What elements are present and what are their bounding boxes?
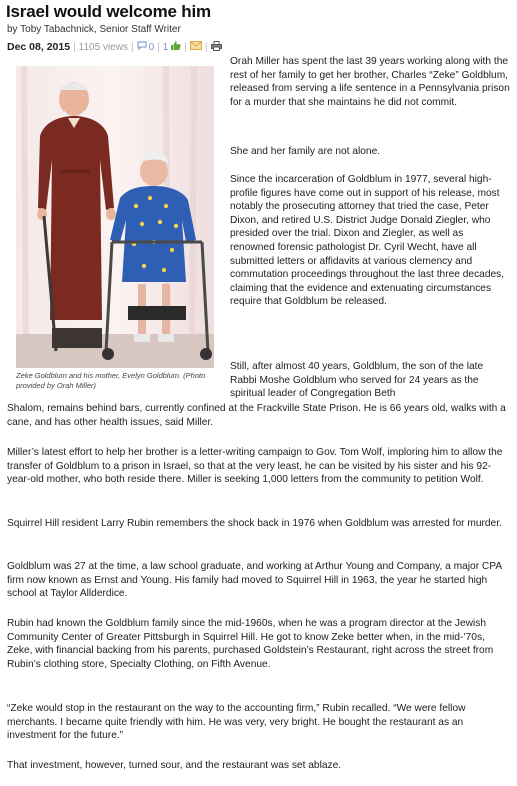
article-date: Dec 08, 2015 — [7, 41, 71, 53]
print-icon[interactable] — [211, 41, 222, 54]
article-byline: by Toby Tabachnick, Senior Staff Writer — [7, 24, 181, 35]
paragraph-7: Goldblum was 27 at the time, a law school graduate, and working at Arthur Young and Company, a major CPA firm now known as Ernst and Young. His family had moved to Squirrel Hill in 1963, the year he started high school at Taylor Allderdice. — [7, 561, 502, 600]
article-meta-bar: Dec 08, 2015 | 1105 views | 0 | 1 | | — [7, 40, 222, 54]
paragraph-4-start: Still, after almost 40 years, Goldblum, the son of the late Rabbi Moshe Goldblum who served for 24 years as the spiritual leader of Congregation Beth — [230, 361, 484, 400]
paragraph-6: Squirrel Hill resident Larry Rubin remembers the shock back in 1976 when Goldblum was arrested for murder. — [7, 518, 502, 529]
paragraph-2: She and her family are not alone. — [230, 146, 381, 157]
view-count: 1105 views — [78, 41, 128, 53]
paragraph-9: “Zeke would stop in the restaurant on the way to the accounting firm,” Rubin recalled. “We were fellow merchants. I became quite friendly with him. He was very, very bright. He bought the restaurant as an investment for the future.” — [7, 703, 466, 742]
paragraph-1: Orah Miller has spent the last 39 years working along with the rest of her family to get her brother, Charles “Zeke” Goldblum, released from serving a life sentence in a Pennsylvania prison for a murder that she maintains he did not commit. — [230, 56, 510, 108]
thumbs-up-icon[interactable] — [170, 40, 181, 54]
paragraph-4-continued: Shalom, remains behind bars, currently confined at the Frackville State Prison. He is 66 years old, walks with a cane, and has other health issues, said Miller. — [7, 403, 506, 428]
article-photo — [16, 66, 214, 368]
paragraph-3: Since the incarceration of Goldblum in 1977, several high-profile figures have come out in support of his release, most notably the prosecuting attorney that tried the case, Peter Dixon, and retired U.S. District Judge Donald Ziegler, who presided over the trial. Dixon and Ziegler, as well as renowned forensic pathologist Dr. Cyril Wecht, have all submitted letters or affidavits at various clemency and commutation proceedings throughout the last three decades, claiming that the evidence and extenuating circumstances require that Goldblum be released. — [230, 174, 505, 308]
comment-icon[interactable] — [137, 41, 147, 53]
comment-count[interactable]: 0 — [148, 41, 155, 53]
like-count[interactable]: 1 — [162, 41, 169, 53]
paragraph-8: Rubin had known the Goldblum family since the mid-1960s, when he was a program director at the Jewish Community Center of Greater Pittsburgh in Squirrel Hill. He got to know Zeke better when, in the mid-’70s, Zeke, with financial backing from his parents, purchased Goldstein’s Restaurant, right across the street from Rubin’s clothing store, Specialty Clothing, on Fifth Avenue. — [7, 618, 494, 670]
email-icon[interactable] — [190, 41, 202, 53]
article-headline: Israel would welcome him — [6, 2, 211, 21]
photo-caption: Zeke Goldblum and his mother, Evelyn Goldblum. (Photo provided by Orah Miller) — [16, 371, 206, 390]
paragraph-5: Miller’s latest effort to help her brother is a letter-writing campaign to Gov. Tom Wolf, imploring him to allow the transfer of Goldblum to a prison in Israel, so that at the very least, he can be visited by his sister and his 92-year-old mother, who both reside there. Miller is seeking 1,000 letters from the community to petition Wolf. — [7, 447, 503, 486]
paragraph-10: That investment, however, turned sour, and the restaurant was set ablaze. — [7, 760, 342, 771]
